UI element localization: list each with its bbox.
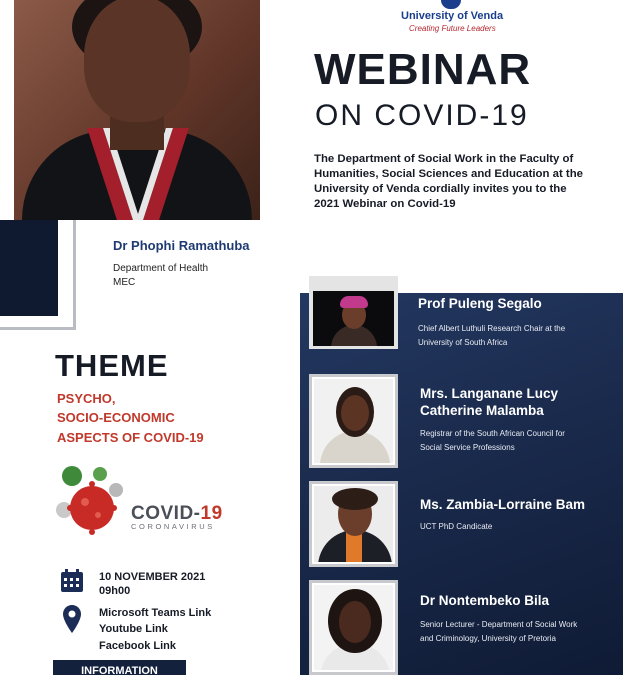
location-pin-icon	[63, 605, 81, 633]
theme-line: PSYCHO,	[57, 391, 116, 406]
speaker-role: UCT PhD Candicate	[420, 522, 493, 531]
navy-accent-block	[0, 220, 58, 316]
page-subtitle: ON COVID-19	[315, 99, 529, 132]
information-button[interactable]: INFORMATION	[53, 660, 186, 675]
speaker-role: Senior Lecturer - Department of Social Work	[420, 620, 578, 629]
event-date: 10 NOVEMBER 2021	[99, 571, 206, 583]
facebook-link[interactable]: Facebook Link	[99, 640, 177, 652]
speaker-photo	[309, 580, 398, 675]
calendar-icon	[60, 569, 84, 593]
host-photo	[14, 0, 260, 220]
speaker-role: Social Service Professions	[420, 443, 515, 452]
coronavirus-icon	[52, 460, 130, 540]
theme-line: ASPECTS OF COVID-19	[57, 430, 204, 445]
speaker-role: Chief Albert Luthuli Research Chair at the	[418, 324, 566, 333]
page-title: WEBINAR	[314, 45, 532, 94]
speaker-name: Mrs. Langanane Lucy	[420, 386, 559, 401]
speaker-name: Catherine Malamba	[420, 403, 544, 418]
invitation-text: The Department of Social Work in the Faculty of Humanities, Social Sciences and Education at the University of Venda cordially invites you to the 2021 Webinar on Covid-19	[314, 153, 584, 210]
host-title: MEC	[113, 277, 136, 288]
speaker-role: and Criminology, University of Pretoria	[420, 634, 556, 643]
university-crest-icon	[441, 0, 461, 9]
host-department: Department of Health	[113, 263, 209, 274]
teams-link[interactable]: Microsoft Teams Link	[99, 607, 212, 619]
speaker-photo	[309, 374, 398, 468]
covid-logo-text: COVID-19	[131, 503, 223, 524]
youtube-link[interactable]: Youtube Link	[99, 623, 168, 635]
speaker-photo	[309, 481, 398, 567]
speaker-name: Ms. Zambia-Lorraine Bam	[420, 497, 586, 512]
university-name: University of Venda	[401, 10, 504, 22]
theme-line: SOCIO-ECONOMIC	[57, 410, 175, 425]
speaker-name: Dr Nontembeko Bila	[420, 593, 550, 608]
theme-heading: THEME	[55, 348, 169, 383]
covid-logo-subtext: CORONAVIRUS	[131, 522, 215, 531]
speaker-role: Registrar of the South African Council for	[420, 429, 565, 438]
speaker-name: Prof Puleng Segalo	[418, 296, 542, 311]
speaker-photo	[309, 276, 398, 349]
speaker-role: University of South Africa	[418, 338, 508, 347]
university-tagline: Creating Future Leaders	[409, 24, 496, 33]
host-name: Dr Phophi Ramathuba	[113, 238, 250, 253]
event-time: 09h00	[99, 585, 131, 597]
